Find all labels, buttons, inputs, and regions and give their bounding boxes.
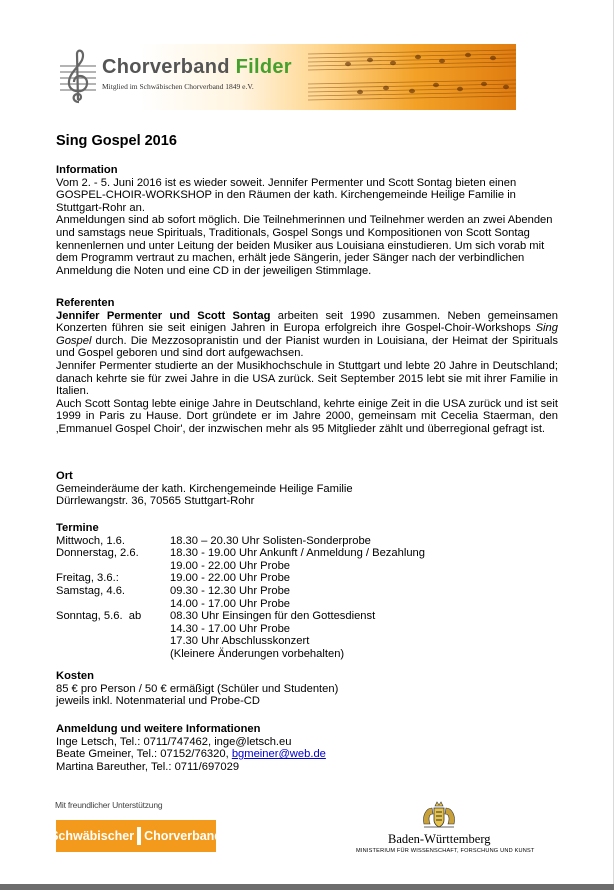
schedule-entries: 18.30 – 20.30 Uhr Solisten-Sonderprobe — [170, 534, 371, 547]
ort-line-2: Dürrlewangstr. 36, 70565 Stuttgart-Rohr — [56, 495, 255, 508]
referenten-paragraph-2: Jennifer Permenter studierte an der Musikhochschule in Stuttgart und lebte 20 Jahre in Deutschland; danach kehrte sie für zwei Jahre in die USA zurück. Seit September 2015 lebt sie mit ihrer Familie in Italien. — [56, 359, 558, 398]
treble-clef-icon — [60, 46, 96, 106]
schedule-entries: 08.30 Uhr Einsingen für den Gottesdienst 14.30 - 17.00 Uhr Probe 17.30 Uhr Abschlusskonzert (Kleinere Änderungen vorbehalten) — [170, 610, 376, 660]
kosten-heading: Kosten — [56, 670, 94, 682]
ort-section — [56, 470, 558, 508]
schedule-day: Sonntag, 5.6. ab — [56, 610, 142, 623]
page-title: Sing Gospel 2016 — [56, 133, 177, 149]
schwaebischer-chorverband-logo: Schwäbischer Chorverband — [56, 820, 216, 852]
header-banner — [58, 44, 516, 110]
anmeldung-section — [56, 723, 558, 773]
contact-inge: Inge Letsch, Tel.: 0711/747462, inge@letsch.eu — [56, 735, 292, 748]
referenten-paragraph-3: Auch Scott Sontag lebte einige Jahre in Deutschland, kehrte einige Zeit in die USA zurück und ist seit 1999 in Paris zu Hause. Dort gründete er im Jahre 2000, gemeinsam mit Cecelia Staerman, den ‚Emmanuel Gospel Choir', der inzwischen mehr als 95 Mitglieder zählt und überregional gefragt ist. — [56, 397, 558, 435]
schedule-table — [56, 535, 558, 661]
kosten-section — [56, 670, 558, 708]
schedule-day: Mittwoch, 1.6. — [56, 534, 126, 547]
kosten-line-2: jeweils inkl. Notenmaterial und Probe-CD — [56, 695, 260, 708]
schedule-day: Donnerstag, 2.6. — [56, 547, 139, 560]
referenten-names: Jennifer Permenter und Scott Sontag — [56, 309, 271, 322]
schedule-day: Samstag, 4.6. — [56, 584, 126, 597]
coat-of-arms-icon — [420, 800, 458, 830]
sheet-music-decoration — [308, 44, 516, 110]
information-section — [56, 164, 558, 277]
kosten-line-1: 85 € pro Person / 50 € ermäßigt (Schüler und Studenten) — [56, 682, 339, 695]
brand-name: Chorverband Filder — [102, 56, 292, 78]
contact-martina: Martina Bareuther, Tel.: 0711/697029 — [56, 760, 240, 773]
ort-line-1: Gemeinderäume der kath. Kirchengemeinde Heilige Familie — [56, 482, 353, 495]
referenten-heading: Referenten — [56, 297, 115, 309]
logo-bars-icon — [137, 827, 141, 845]
schedule-entries: 18.30 - 19.00 Uhr Ankunft / Anmeldung / Bezahlung 19.00 - 22.00 Uhr Probe — [170, 547, 426, 572]
baden-wuerttemberg-name: Baden-Württemberg — [388, 832, 491, 846]
contact-beate: Beate Gmeiner, Tel.: 07152/76320, bgmeiner@web.de — [56, 748, 326, 761]
anmeldung-heading: Anmeldung und weitere Informationen — [56, 723, 261, 735]
referenten-section — [56, 297, 558, 436]
schedule-day: Freitag, 3.6.: — [56, 572, 119, 585]
viewer-bottom-bar — [0, 884, 614, 890]
information-heading: Information — [56, 164, 118, 176]
ministry-name: MINISTERIUM FÜR WISSENSCHAFT, FORSCHUNG UND KUNST — [356, 848, 535, 854]
schedule-entries: 19.00 - 22.00 Uhr Probe — [170, 572, 291, 585]
referenten-paragraph-1: Jennifer Permenter und Scott Sontag arbeiten seit 1990 zusammen. Neben gemeinsamen Konzerten führen sie seit einigen Jahren in Europa erfolgreich ihre Gospel-Choir-Workshops Sing Gospel durch. Die Mezzosopranistin und der Pianist wurden in Louisiana, der Heimat der Spirituals und Gospel geboren und sind dort aufgewachsen. — [56, 309, 558, 360]
brand-subtitle: Mitglied im Schwäbischen Chorverband 1849 e.V. — [102, 82, 254, 91]
email-link-bgmeiner[interactable]: bgmeiner@web.de — [231, 748, 326, 761]
ort-heading: Ort — [56, 470, 73, 482]
information-paragraph-1: Vom 2. - 5. Juni 2016 ist es wieder soweit. Jennifer Permenter und Scott Sontag bieten einen GOSPEL-CHOIR-WORKSHOP in den Räumen der kath. Kirchengemeinde Heilige Familie in Stuttgart-Rohr an. — [56, 176, 517, 214]
termine-section — [56, 522, 558, 661]
workshop-name: Sing Gospel — [56, 322, 558, 347]
support-note: Mit freundlicher Unterstützung — [55, 800, 163, 810]
termine-heading: Termine — [56, 522, 99, 534]
information-paragraph-2: Anmeldungen sind ab sofort möglich. Die Teilnehmerinnen und Teilnehmer werden an zwei Abenden und samstags neue Spirituals, Traditionals, Gospel Songs und Kompositionen von Scott Sontag kennenlernen und unter Leitung der beiden Musiker aus Louisiana einstudieren. Um sich vorab mit dem Programm vertraut zu machen, erhält jede Sängerin, jeder Sänger nach der verbindlichen Anmeldung die Noten und eine CD in der jeweiligen Stimmlage. — [56, 214, 553, 277]
brand-accent: Filder — [235, 56, 292, 78]
schedule-entries: 09.30 - 12.30 Uhr Probe 14.00 - 17.00 Uhr Probe — [170, 584, 291, 610]
